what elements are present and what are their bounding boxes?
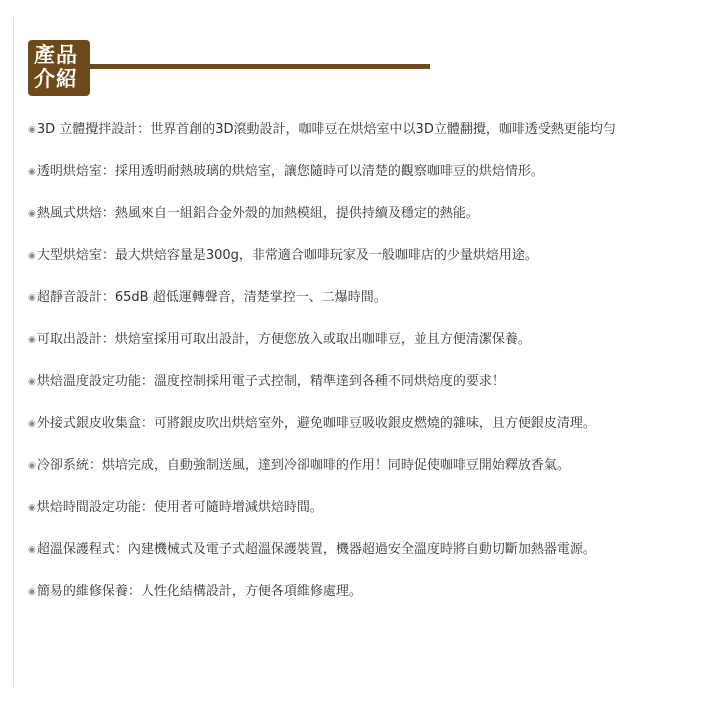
- feature-text: 超靜音設計：65dB 超低運轉聲音，清楚掌控一、二爆時間。: [36, 290, 387, 305]
- bullet-icon: ◉: [28, 209, 36, 219]
- section-title-line1: 產品: [34, 42, 78, 67]
- left-border-line: [13, 18, 14, 686]
- feature-text: 簡易的維修保養：人性化結構設計，方便各項維修處理。: [36, 584, 362, 599]
- bullet-icon: ◉: [28, 461, 36, 471]
- bullet-icon: ◉: [28, 125, 36, 135]
- feature-text: 冷卻系統：烘培完成，自動強制送風，達到冷卻咖啡的作用！同時促使咖啡豆開始釋放香氣。: [36, 458, 570, 473]
- feature-text: 烘焙溫度設定功能：溫度控制採用電子式控制，精準達到各種不同烘焙度的要求！: [36, 374, 505, 389]
- bullet-icon: ◉: [28, 251, 36, 261]
- feature-item: [28, 498, 696, 518]
- feature-text: 烘焙時間設定功能：使用者可隨時增減烘焙時間。: [36, 500, 323, 515]
- section-header: [28, 40, 430, 100]
- feature-item: [28, 456, 696, 476]
- feature-item: [28, 582, 696, 602]
- section-title-line2: 介紹: [34, 66, 78, 91]
- feature-text: 超溫保護程式：內建機械式及電子式超溫保護裝置，機器超過安全溫度時將自動切斷加熱器電源。: [36, 542, 596, 557]
- feature-list: [28, 120, 696, 602]
- feature-text: 大型烘焙室：最大烘焙容量是300g，非常適合咖啡玩家及一般咖啡店的少量烘焙用途。: [36, 248, 538, 263]
- bullet-icon: ◉: [28, 587, 36, 597]
- bullet-icon: ◉: [28, 377, 36, 387]
- feature-item: [28, 246, 696, 266]
- feature-item: [28, 162, 696, 182]
- feature-item: [28, 288, 696, 308]
- feature-item: [28, 204, 696, 224]
- bullet-icon: ◉: [28, 167, 36, 177]
- feature-text: 外接式銀皮收集盒：可將銀皮吹出烘焙室外，避免咖啡豆吸收銀皮燃燒的雜味，且方便銀皮清理。: [36, 416, 596, 431]
- feature-item: [28, 540, 696, 560]
- feature-item: [28, 330, 696, 350]
- bullet-icon: ◉: [28, 293, 36, 303]
- feature-text: 3D 立體攪拌設計：世界首創的3D滾動設計，咖啡豆在烘焙室中以3D立體翻攪，咖啡透受熱更能均勻: [36, 122, 616, 137]
- bullet-icon: ◉: [28, 503, 36, 513]
- feature-item: [28, 372, 696, 392]
- section-title-badge: [28, 40, 90, 96]
- bullet-icon: ◉: [28, 335, 36, 345]
- feature-item: [28, 414, 696, 434]
- bullet-icon: ◉: [28, 545, 36, 555]
- feature-item: [28, 120, 696, 140]
- bullet-icon: ◉: [28, 419, 36, 429]
- feature-text: 熱風式烘焙：熱風來自一組鋁合金外殼的加熱模組，提供持續及穩定的熱能。: [36, 206, 479, 221]
- feature-text: 透明烘焙室：採用透明耐熱玻璃的烘焙室，讓您隨時可以清楚的觀察咖啡豆的烘焙情形。: [36, 164, 544, 179]
- header-rule: [90, 64, 430, 69]
- feature-text: 可取出設計：烘焙室採用可取出設計，方便您放入或取出咖啡豆，並且方便清潔保養。: [36, 332, 531, 347]
